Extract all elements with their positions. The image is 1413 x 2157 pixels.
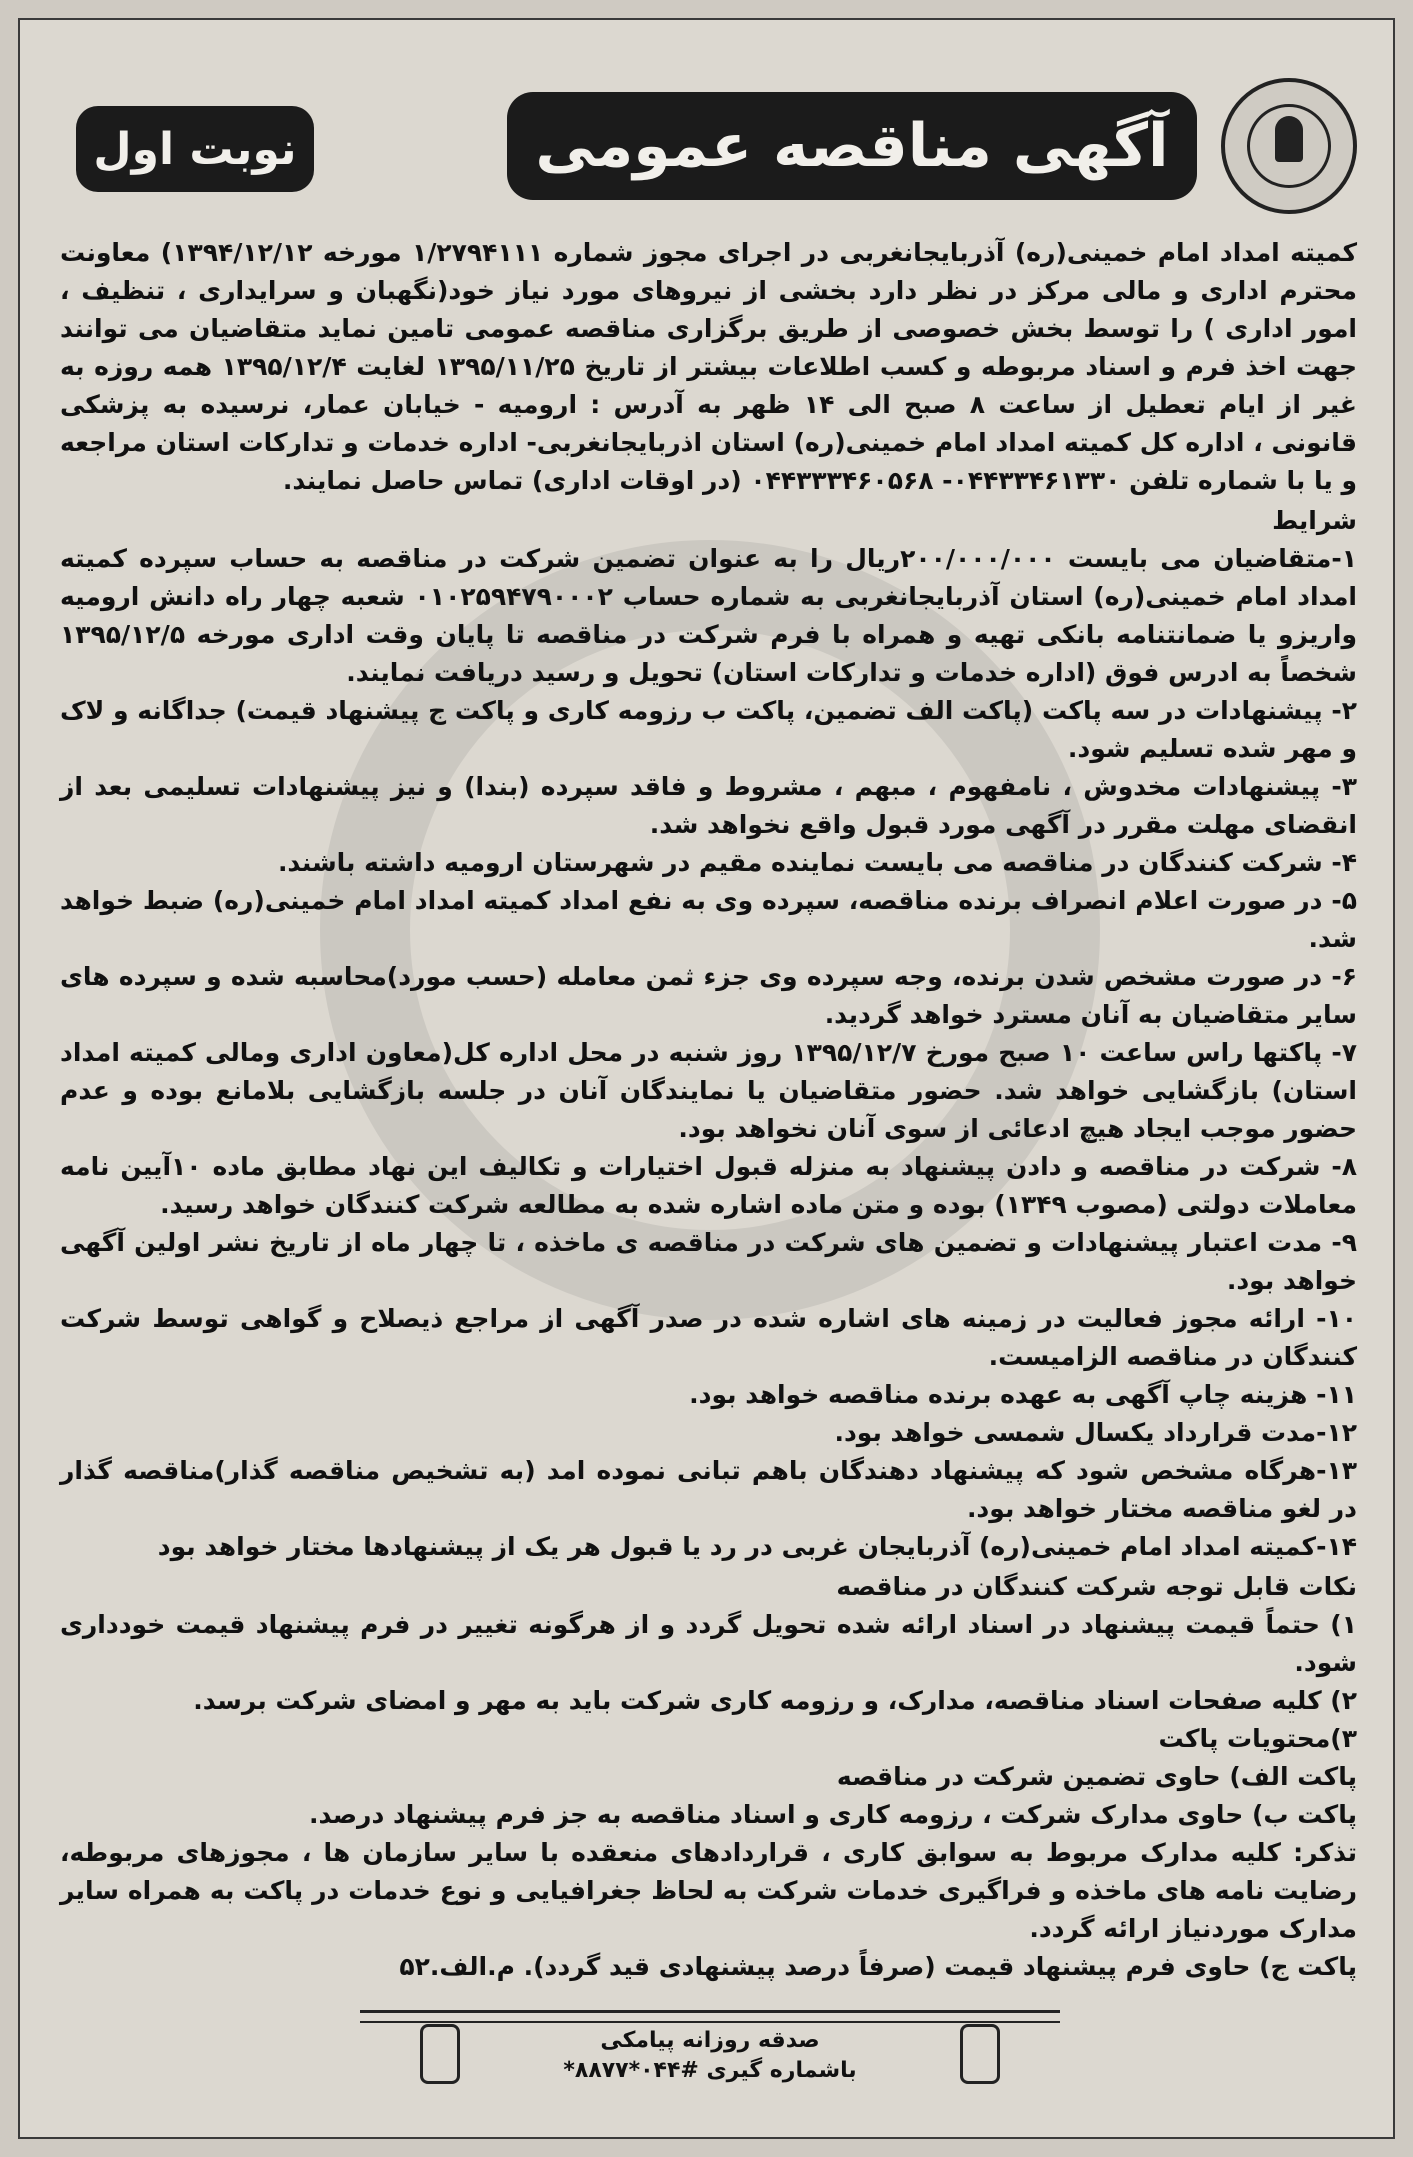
conditions-title: شرایط (1272, 506, 1357, 535)
ad-header (60, 78, 1357, 214)
condition-item: ۱۱- هزینه چاپ آگهی به عهده برنده مناقصه خواهد بود. (689, 1380, 1357, 1409)
note-item: پاکت ج) حاوی فرم پیشنهاد قیمت (صرفاً درصد پیشنهادی قید گردد). م.الف.۵۲ (399, 1952, 1357, 1981)
note-item: ۲) کلیه صفحات اسناد مناقصه، مدارک، و رزومه کاری شرکت باید به مهر و امضای شرکت برسد. (193, 1686, 1357, 1715)
note-item: پاکت ب) حاوی مدارک شرکت ، رزومه کاری و اسناد مناقصه به جز فرم پیشنهاد درصد. (308, 1800, 1357, 1829)
organization-emblem-icon (1221, 78, 1357, 214)
note-item: پاکت الف) حاوی تضمین شرکت در مناقصه (836, 1762, 1357, 1791)
notes-title: نکات قابل توجه شرکت کنندگان در مناقصه (836, 1572, 1357, 1601)
condition-item: ۵- در صورت اعلام انصراف برنده مناقصه، سپرده وی به نفع امداد کمیته امداد امام خمینی(ره) ضبط خواهد شد. (60, 886, 1357, 953)
issue-badge-label: نوبت اول (93, 123, 297, 175)
condition-item: ۱۰- ارائه مجوز فعالیت در زمینه های اشاره شده در صدر آگهی از مراجع ذیصلاح و گواهی توسط شرکت کنندگان در مناقصه الزامیست. (60, 1304, 1357, 1371)
condition-item: ۹- مدت اعتبار پیشنهادات و تضمین های شرکت در مناقصه ی ماخذه ، تا چهار ماه از تاریخ نشر اولین آگهی خواهد بود. (60, 1228, 1357, 1295)
condition-item: ۴- شرکت کنندگان در مناقصه می بایست نماینده مقیم در شهرستان ارومیه داشته باشند. (277, 848, 1357, 877)
issue-badge (76, 106, 314, 192)
condition-item: ۳- پیشنهادات مخدوش ، نامفهوم ، مبهم ، مشروط و فاقد سپرده (بندا) و نیز پیشنهادات تسلیمی بعد از انقضای مهلت مقرر در آگهی مورد قبول واقع نخواهد شد. (60, 772, 1357, 839)
footer-name: صدقه روزانه پیامکی (600, 2028, 820, 2053)
condition-item: ۶- در صورت مشخص شدن برنده، وجه سپرده وی جزء ثمن معامله (حسب مورد)محاسبه شده و سپرده های سایر متقاضیان به آنان مسترد خواهد گردید. (60, 962, 1357, 1029)
note-item: ۳)محتویات پاکت (1158, 1724, 1357, 1753)
condition-item: ۲- پیشنهادات در سه پاکت (پاکت الف تضمین، پاکت ب رزومه کاری و پاکت ج پیشنهاد قیمت) جداگانه و لاک و مهر شده تسلیم شود. (60, 696, 1357, 763)
ad-title: آگهی مناقصه عمومی (535, 111, 1169, 181)
condition-item: ۱۴-کمیته امداد امام خمینی(ره) آذربایجان غربی در رد یا قبول هر یک از پیشنهادها مختار خواهد بود (157, 1532, 1357, 1561)
emblem-figure (1275, 116, 1303, 162)
condition-item: ۱۳-هرگاه مشخص شود که پیشنهاد دهندگان باهم تبانی نموده امد (به تشخیص مناقصه گذار)مناقصه گذار در لغو مناقصه مختار خواهد بود. (60, 1456, 1357, 1523)
condition-item: ۷- پاکتها راس ساعت ۱۰ صبح مورخ ۱۳۹۵/۱۲/۷ روز شنبه در محل اداره کل(معاون اداری ومالی کمیته امداد استان) بازگشایی خواهد شد. حضور متقاضیان یا نمایندگان آنان در جلسه بازگشایی بلامانع بوده و عدم حضور موجب ایجاد هیچ ادعائی از سوی آنان نخواهد بود. (60, 1038, 1357, 1143)
note-item: ۱) حتماً قیمت پیشنهاد در اسناد ارائه شده تحویل گردد و از هرگونه تغییر در فرم پیشنهاد قیمت خودداری شود. (60, 1610, 1357, 1677)
intro-paragraph: کمیته امداد امام خمینی(ره) آذربایجانغربی در اجرای مجوز شماره ۱/۲۷۹۴۱۱۱ مورخه ۱۳۹۴/۱۲/۱۲) معاونت محترم اداری و مالی مرکز در نظر دارد بخشی از نیروهای مورد نیاز خود(نگهبان و سرایداری ، تنظیف ، امور اداری ) را توسط بخش خصوصی از طریق برگزاری مناقصه عمومی تامین نماید متقاضیان می توانند جهت اخذ فرم و اسناد مربوطه و کسب اطلاعات بیشتر از تاریخ ۱۳۹۵/۱۱/۲۵ لغایت ۱۳۹۵/۱۲/۴ همه روزه به غیر از ایام تعطیل از ساعت ۸ صبح الی ۱۴ ظهر به آدرس : ارومیه - خیابان عمار، نرسیده به پزشکی قانونی ، اداره کل کمیته امداد امام خمینی(ره) استان اذربایجانغربی- اداره خدمات و تدارکات استان مراجعه و یا با شماره تلفن ۰۴۴۳۳۴۶۱۳۳۰- ۰۴۴۳۳۳۴۶۰۵۶۸ (در اوقات اداری) تماس حاصل نمایند. (60, 238, 1357, 495)
title-banner (507, 92, 1197, 200)
newspaper-clipping (18, 18, 1395, 2139)
footer-box (360, 2010, 1060, 2096)
footer-phone: باشماره گیری #۰۴۴*۸۸۷۷* (563, 2058, 857, 2083)
condition-item: ۱۲-مدت قرارداد یکسال شمسی خواهد بود. (834, 1418, 1357, 1447)
condition-item: ۸- شرکت در مناقصه و دادن پیشنهاد به منزله قبول اختیارات و تکالیف این نهاد مطابق ماده ۱۰آیین نامه معاملات دولتی (مصوب ۱۳۴۹) بوده و متن ماده اشاره شده به مطالعه شرکت کنندگان خواهد رسید. (60, 1152, 1357, 1219)
ad-body (60, 234, 1357, 1986)
condition-item: ۱-متقاضیان می بایست ۲۰۰/۰۰۰/۰۰۰ریال را به عنوان تضمین شرکت در مناقصه به حساب سپرده کمیته امداد امام خمینی(ره) استان آذربایجانغربی به شماره حساب ۰۱۰۲۵۹۴۷۹۰۰۰۲ شعبه چهار راه دانش ارومیه واریزو یا ضمانتنامه بانکی تهیه و همراه با فرم شرکت در مناقصه تا پایان وقت اداری مورخه ۱۳۹۵/۱۲/۵ شخصاً به ادرس فوق (اداره خدمات و تدارکات استان) تحویل و رسید دریافت نمایند. (60, 544, 1357, 687)
note-item: تذکر: کلیه مدارک مربوط به سوابق کاری ، قراردادهای منعقده با سایر سازمان ها ، مجوزهای مربوطه، رضایت نامه های ماخذه و فراگیری خدمات شرکت به لحاظ جغرافیایی و نوع خدمات در پاکت به همراه سایر مدارک موردنیاز ارائه گردد. (60, 1838, 1357, 1943)
footer-rule (360, 2010, 1060, 2023)
